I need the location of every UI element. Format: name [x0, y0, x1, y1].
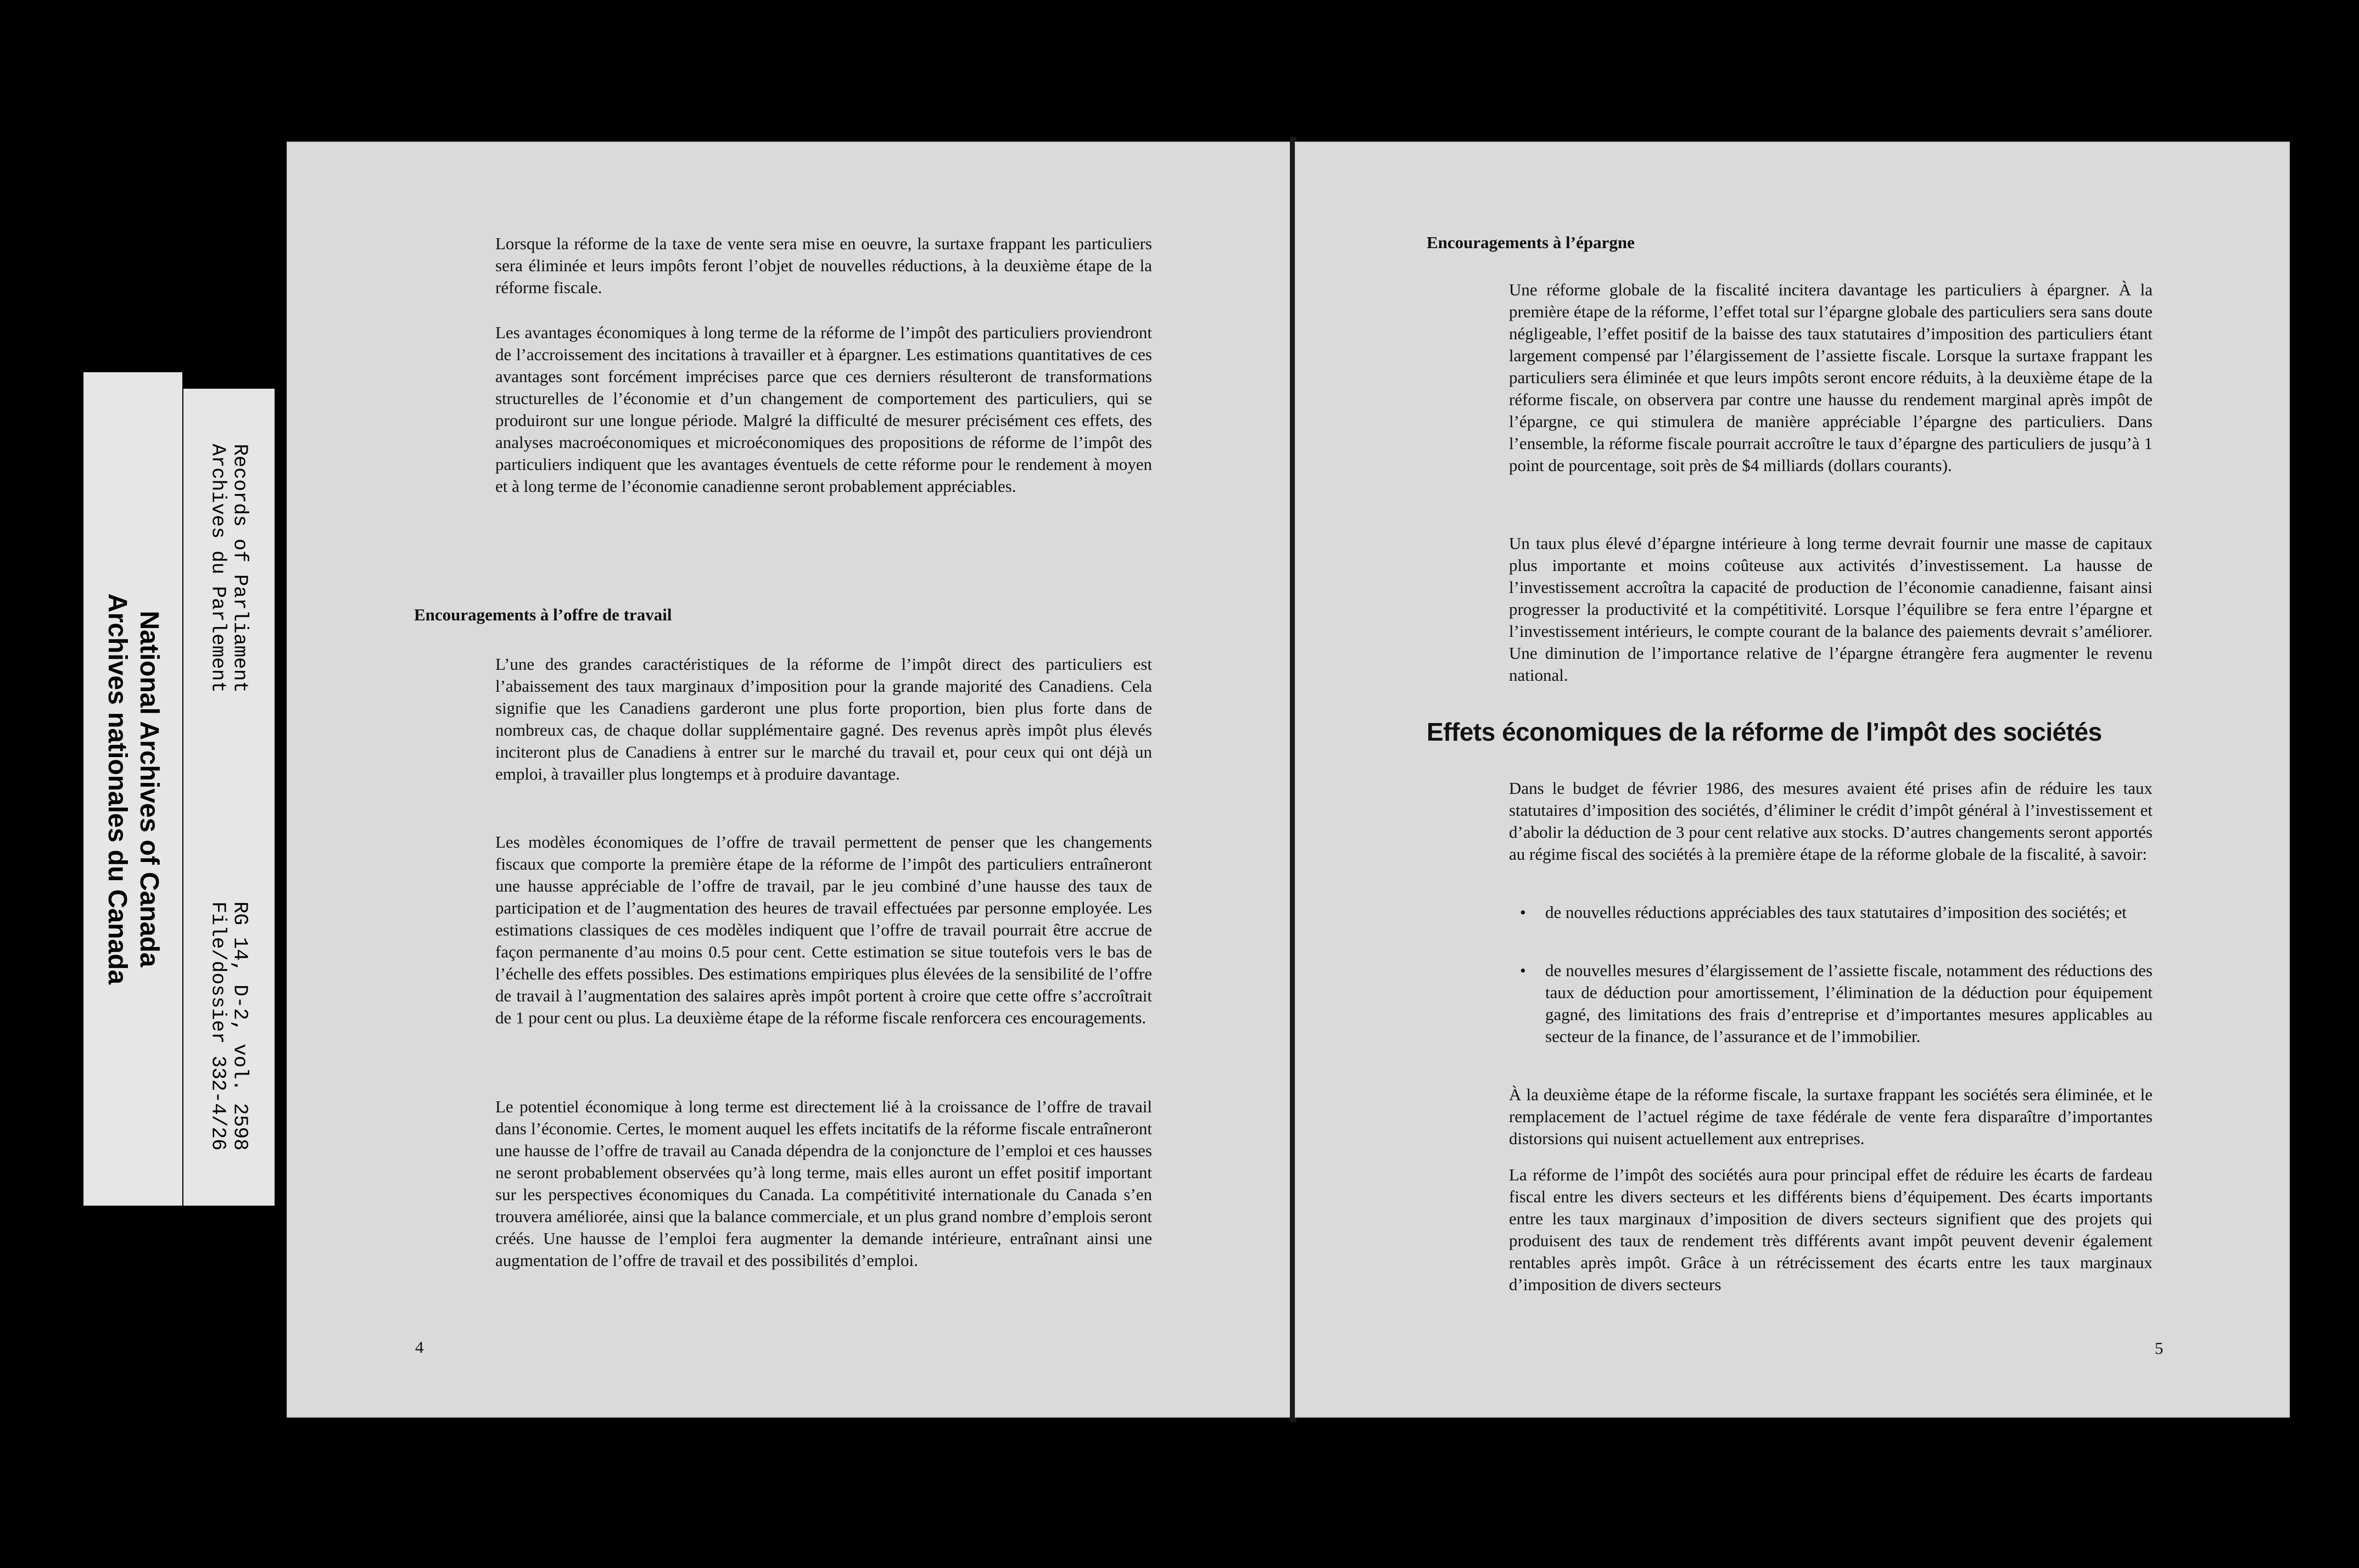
records-en: Records of Parliament — [229, 444, 251, 693]
paragraph-intro: Lorsque la réforme de la taxe de vente sera mise en oeuvre, la surtaxe frappant les particuliers sera éliminée et leurs impôts feront l’objet de nouvelles réductions, à la deuxième étape de la réforme fiscale. — [495, 234, 1152, 297]
records-label-strip — [183, 389, 275, 1206]
bullet-dot-2: • — [1520, 961, 1526, 980]
paragraph-epargne-1: Une réforme globale de la fiscalité incitera davantage les particuliers à épargner. À la première étape de la réforme, l’effet total sur l’épargne globale des particuliers sera sans doute négligeable, l’effet positif de la baisse des taux statutaires d’imposition des particuliers étant largement compensé par l’élargissement de l’assiette fiscale. Lorsque la surtaxe frappant les particuliers sera éliminée et que leurs impôts seront encore réduits, à la deuxième étape de la réforme fiscale, on observera par contre une hausse du rendement marginal après impôt de l’épargne, ce qui stimulera de manière appréciable l’épargne des particuliers. Dans l’ensemble, la réforme fiscale pourrait accroître le taux d’épargne des particuliers de jusqu’à 1 point de pourcentage, soit près de $4 milliards (dollars courants). — [1509, 280, 2153, 475]
paragraph-travail-2: Les modèles économiques de l’offre de travail permettent de penser que les changements fiscaux que comporte la première étape de la réforme de l’impôt des particuliers entraîneront une hausse appréciable de l’offre de travail, par le jeu combiné d’une hausse des taux de participation et de l’augmentation des heures de travail effectuées par personne employée. Les estimations classiques de ces modèles indiquent que l’offre de travail pourrait être accrue de façon permanente d’au moins 0.5 pour cent. Cette estimation se situe toutefois vers le bas de l’échelle des effets possibles. Des estimations empiriques plus élevées de la sensibilité de l’offre de travail à l’augmentation des salaires après impôt portent à croire que cette offre s’accroîtrait de 1 pour cent ou plus. La deuxième étape de la réforme fiscale renforcera ces encouragements. — [495, 832, 1152, 1027]
archive-label-strip — [83, 372, 182, 1206]
paragraph-societes-3: La réforme de l’impôt des sociétés aura pour principal effet de réduire les écarts de fardeau fiscal entre les divers secteurs et les différents biens d’équipement. Des écarts importants entre les taux marginaux d’imposition de divers secteurs signifient que des projets qui produisent des taux de rendement très différents avant impôt peuvent devenir également rentables après impôt. Grâce à un rétrécissement des écarts entre les taux marginaux d’imposition de divers secteurs — [1509, 1165, 2153, 1294]
paragraph-avantages: Les avantages économiques à long terme de la réforme de l’impôt des particuliers proviendront de l’accroissement des incitations à travailler et à épargner. Les estimations quantitatives de ces avantages sont forcément imprécises parce que ces derniers résulteront de transformations structurelles de l’économie et d’un changement de comportement des particuliers, qui se produiront sur une longue période. Malgré la difficulté de mesurer précisément ces effets, des analyses macroéconomiques et microéconomiques des propositions de réforme de l’impôt des particuliers indiquent que les avantages éventuels de cette réforme pour le rendement à moyen et à long terme de l’économie canadienne seront probablement appréciables. — [495, 323, 1152, 496]
paragraph-societes-1: Dans le budget de février 1986, des mesures avaient été prises afin de réduire les taux statutaires d’imposition des sociétés, d’éliminer le crédit d’impôt général à l’investissement et d’abolir la déduction de 3 pour cent relative aux stocks. D’autres changements seront apportés au régime fiscal des sociétés à la première étape de la réforme globale de la fiscalité, à savoir: — [1509, 779, 2153, 864]
left-page — [287, 142, 1292, 1418]
paragraph-epargne-2: Un taux plus élevé d’épargne intérieure à long terme devrait fournir une masse de capitaux plus importante et moins coûteuse aux activités d’investissement. La hausse de l’investissement accroîtra la capacité de production de l’économie canadienne, faisant ainsi progresser la productivité et la compétitivité. Lorsque l’équilibre se fera entre l’épargne et l’investissement intérieurs, le compte courant de la balance des paiements devrait s’améliorer. Une diminution de l’importance relative de l’épargne étrangère fera augmenter le revenu national. — [1509, 534, 2153, 685]
paragraph-travail-3: Le potentiel économique à long terme est directement lié à la croissance de l’offre de travail dans l’économie. Certes, le moment auquel les effets incitatifs de la réforme fiscale entraîneront une hausse de l’offre de travail au Canada dépendra de la conjoncture de l’emploi et ces hausses ne seront probablement observées qu’à long terme, mais elles auront un effet positif important sur les perspectives économiques du Canada. La compétitivité internationale du Canada s’en trouvera améliorée, ainsi que la balance commerciale, et un plus grand nombre d’emplois seront créés. Une hausse de l’emploi fera augmenter la demande intérieure, entraînant ainsi une augmentation de l’offre de travail et des possibilités d’emploi. — [495, 1097, 1152, 1270]
records-fr: Archives du Parlement — [207, 444, 230, 693]
bullet-dot-1: • — [1520, 903, 1526, 922]
heading-offre-travail: Encouragements à l’offre de travail — [414, 605, 672, 624]
archive-name-en: National Archives of Canada — [135, 611, 164, 967]
archive-name-fr: Archives nationales du Canada — [103, 593, 132, 985]
records-reference: RG 14, D-2, vol. 2598 — [229, 901, 251, 1151]
right-page — [1295, 142, 2290, 1418]
bullet-item-2: de nouvelles mesures d’élargissement de l’assiette fiscale, notamment des réductions des taux de déduction pour amortissement, l’élimination de la déduction pour équipement gagné, des limitations des frais d’entreprise et d’importantes mesures applicables au secteur de la finance, de l’assurance et de l’immobilier. — [1545, 961, 2153, 1046]
paragraph-societes-2: À la deuxième étape de la réforme fiscale, la surtaxe frappant les sociétés sera éliminée, et le remplacement de l’actuel régime de taxe fédérale de vente fera disparaître d’importantes distorsions qui nuisent actuellement aux entreprises. — [1509, 1085, 2153, 1148]
page-number-left: 4 — [415, 1337, 424, 1357]
heading-epargne: Encouragements à l’épargne — [1427, 233, 1635, 252]
bullet-item-1: de nouvelles réductions appréciables des taux statutaires d’imposition des sociétés; et — [1545, 903, 2127, 922]
page-number-right: 5 — [2155, 1339, 2164, 1358]
records-file: File/dossier 332-4/26 — [207, 901, 230, 1151]
paragraph-travail-1: L’une des grandes caractéristiques de la réforme de l’impôt direct des particuliers est l’abaissement des taux marginaux d’imposition pour la grande majorité des Canadiens. Cela signifie que les Canadiens garderont une plus forte proportion, bien plus forte dans de nombreux cas, de chaque dollar supplémentaire gagné. Des revenus après impôt plus élevés inciteront plus de Canadiens à entrer sur le marché du travail et, pour ceux qui ont déjà un emploi, à travailler plus longtemps et à produire davantage. — [495, 654, 1152, 783]
heading-societes: Effets économiques de la réforme de l’impôt des sociétés — [1427, 718, 2102, 746]
